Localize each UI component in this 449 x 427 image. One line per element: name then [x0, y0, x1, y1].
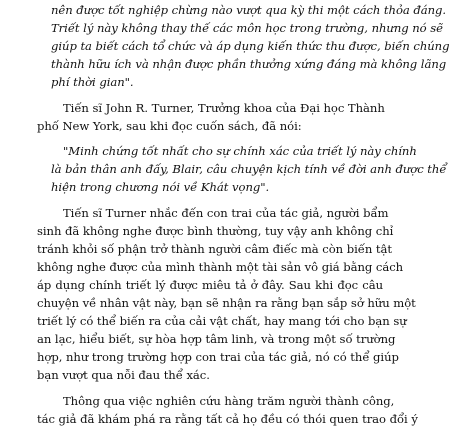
paragraph-line: tác giả đã khám phá ra rằng tất cả họ đều có thói quen trao đổi ý [37, 412, 418, 426]
paragraph-line: hợp, như trong trường hợp con trai của tác giả, nó có thể giúp [37, 350, 399, 364]
paragraph-line: Tiến sĩ Turner nhắc đến con trai của tác giả, người bẩm [63, 206, 389, 220]
quote-line: nên được tốt nghiệp chừng nào vượt qua kỳ thi một cách thỏa đáng. [51, 3, 447, 17]
quote-line: thành hữu ích và nhận được phần thưởng xứng đáng mà không lãng [51, 57, 447, 71]
quote-line: "Minh chứng tốt nhất cho sự chính xác của triết lý này chính [63, 144, 417, 158]
quote-line: Triết lý này không thay thế các môn học trong trường, nhưng nó sẽ [51, 21, 443, 35]
paragraph-line: chuyện về nhân vật này, bạn sẽ nhận ra rằng bạn sắp sở hữu một [37, 296, 416, 310]
paragraph-line: không nghe được của mình thành một tài sản vô giá bằng cách [37, 260, 404, 274]
paragraph-line: Thông qua việc nghiên cứu hàng trăm người thành công, [63, 394, 395, 408]
paragraph-line: áp dụng chính triết lý được miêu tả ở đây. Sau khi đọc câu [37, 278, 383, 292]
paragraph-line: sinh đã không nghe được bình thường, tuy vậy anh không chỉ [37, 224, 394, 238]
quote-line: phí thời gian". [51, 75, 134, 89]
quote-line: giúp ta biết cách tổ chức và áp dụng kiến thức thu được, biến chúng [51, 39, 449, 53]
paragraph-line: bạn vượt qua nỗi đau thể xác. [37, 368, 210, 382]
quote-line: hiện trong chương nói về Khát vọng". [51, 180, 270, 194]
quote-line: là bản thân anh đấy, Blair, câu chuyện kịch tính về đời anh được thể [51, 162, 447, 176]
paragraph-line: phố New York, sau khi đọc cuốn sách, đã nói: [37, 119, 302, 133]
paragraph-line: Tiến sĩ John R. Turner, Trưởng khoa của Đại học Thành [63, 101, 385, 115]
paragraph-line: triết lý có thể biến ra của cải vật chất, hay mang tới cho bạn sự [37, 314, 407, 328]
paragraph-line: an lạc, hiểu biết, sự hòa hợp tâm linh, và trong một số trường [37, 332, 396, 346]
paragraph-line: tránh khỏi số phận trở thành người câm điếc mà còn biến tật [37, 242, 392, 256]
